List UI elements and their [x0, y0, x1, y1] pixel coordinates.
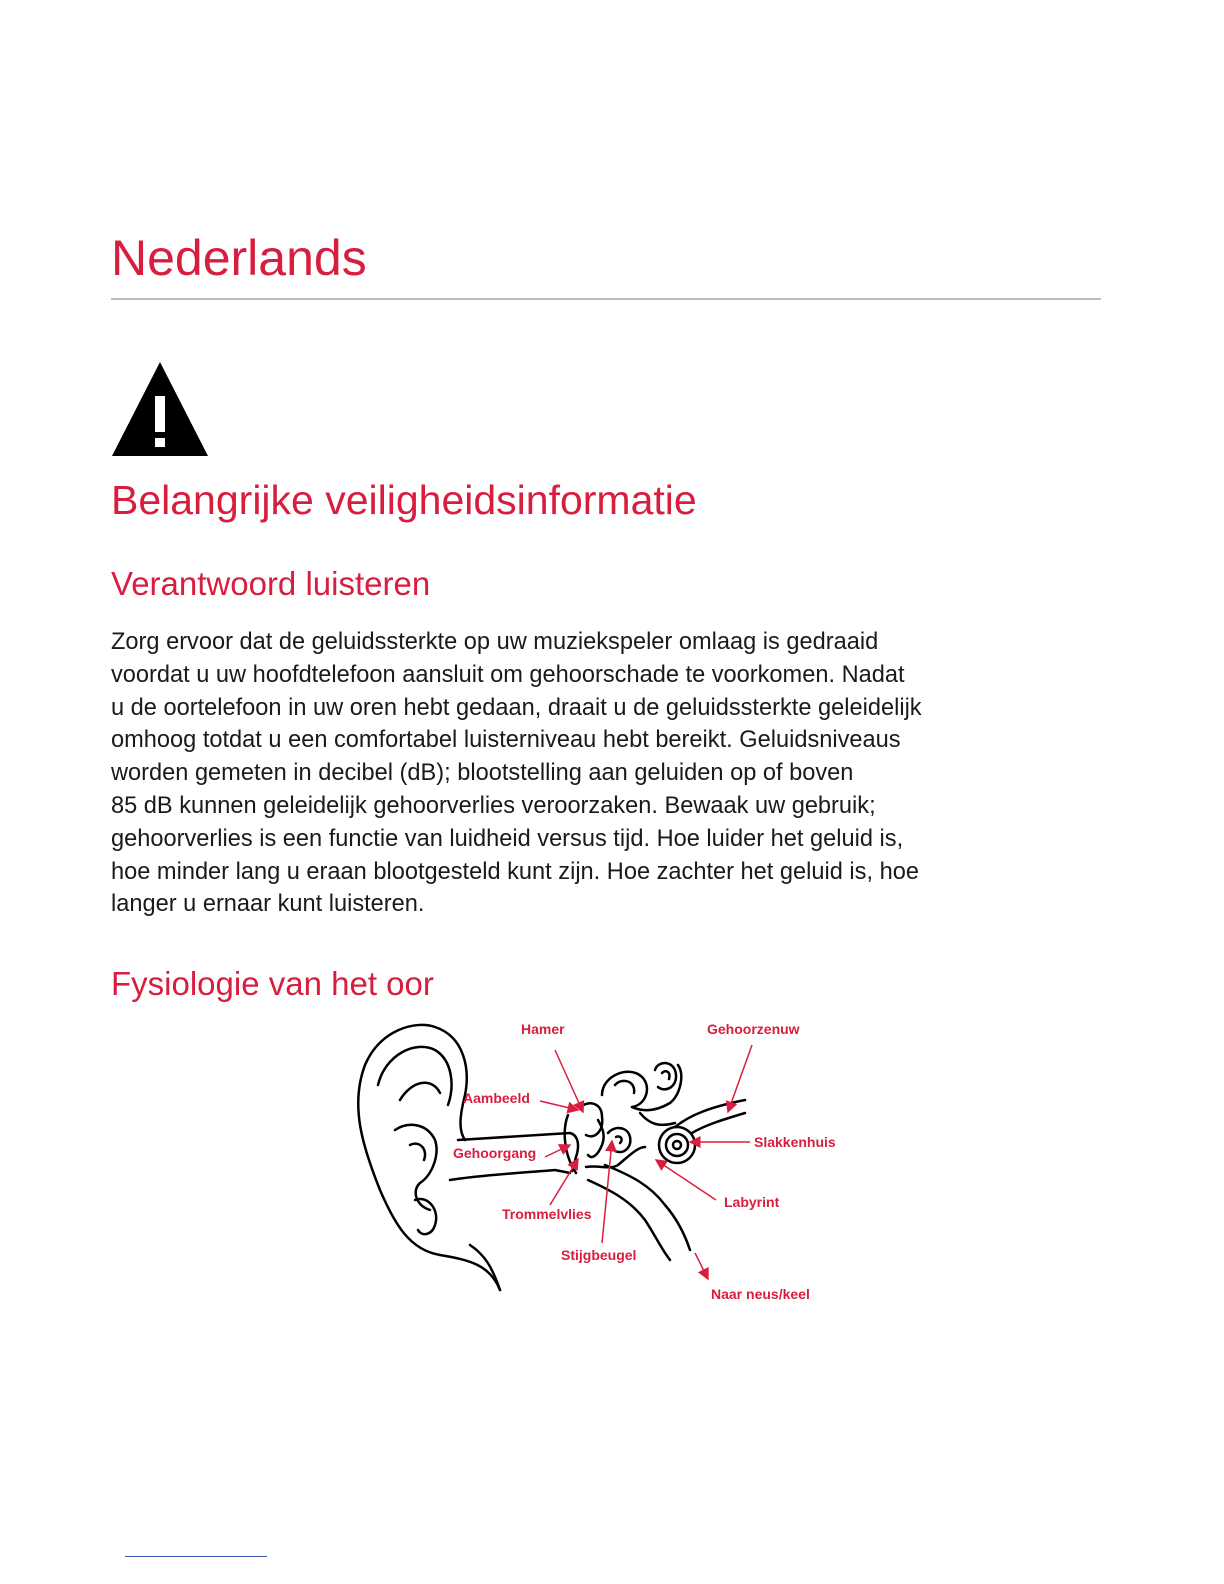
section-heading-ear: Fysiologie van het oor: [111, 965, 434, 1002]
label-labyrint: Labyrint: [724, 1194, 780, 1210]
label-aambeeld: Aambeeld: [463, 1090, 530, 1106]
language-title: Nederlands: [111, 230, 367, 286]
warning-triangle-icon: [110, 360, 210, 458]
page-title: Belangrijke veiligheidsinformatie: [111, 477, 697, 523]
paragraph-line: Zorg ervoor dat de geluidssterkte op uw muziekspeler omlaag is gedraaid: [111, 629, 879, 655]
paragraph-line: 85 dB kunnen geleidelijk gehoorverlies veroorzaken. Bewaak uw gebruik;: [111, 792, 876, 819]
paragraph-line: worden gemeten in decibel (dB); blootstelling aan geluiden op of boven: [111, 760, 854, 787]
header-divider: [111, 298, 1101, 300]
listening-paragraph: [111, 626, 1111, 921]
ear-anatomy-diagram: [340, 1015, 860, 1315]
label-naar-neus-keel: Naar neus/keel: [711, 1286, 810, 1302]
label-gehoorzenuw: Gehoorzenuw: [707, 1021, 800, 1037]
label-slakkenhuis: Slakkenhuis: [754, 1134, 836, 1150]
label-gehoorgang: Gehoorgang: [453, 1145, 537, 1161]
paragraph-line: voordat u uw hoofdtelefoon aansluit om gehoorschade te voorkomen. Nadat: [111, 661, 905, 688]
label-hamer: Hamer: [521, 1021, 565, 1037]
footer-line: [125, 1556, 267, 1557]
label-trommelvlies: Trommelvlies: [502, 1206, 592, 1222]
paragraph-line: u de oortelefoon in uw oren hebt gedaan, draait u de geluidssterkte geleidelijk: [111, 694, 922, 721]
label-stijgbeugel: Stijgbeugel: [561, 1247, 637, 1263]
paragraph-line: omhoog totdat u een comfortabel luisterniveau hebt bereikt. Geluidsniveaus: [111, 727, 901, 754]
paragraph-line: hoe minder lang u eraan blootgesteld kunt zijn. Hoe zachter het geluid is, hoe: [111, 858, 919, 885]
section-heading-listening: Verantwoord luisteren: [111, 565, 431, 602]
paragraph-line: gehoorverlies is een functie van luidheid versus tijd. Hoe luider het geluid is,: [111, 825, 904, 852]
ear-illustration: [358, 1025, 745, 1290]
paragraph-line: langer u ernaar kunt luisteren.: [111, 891, 425, 918]
